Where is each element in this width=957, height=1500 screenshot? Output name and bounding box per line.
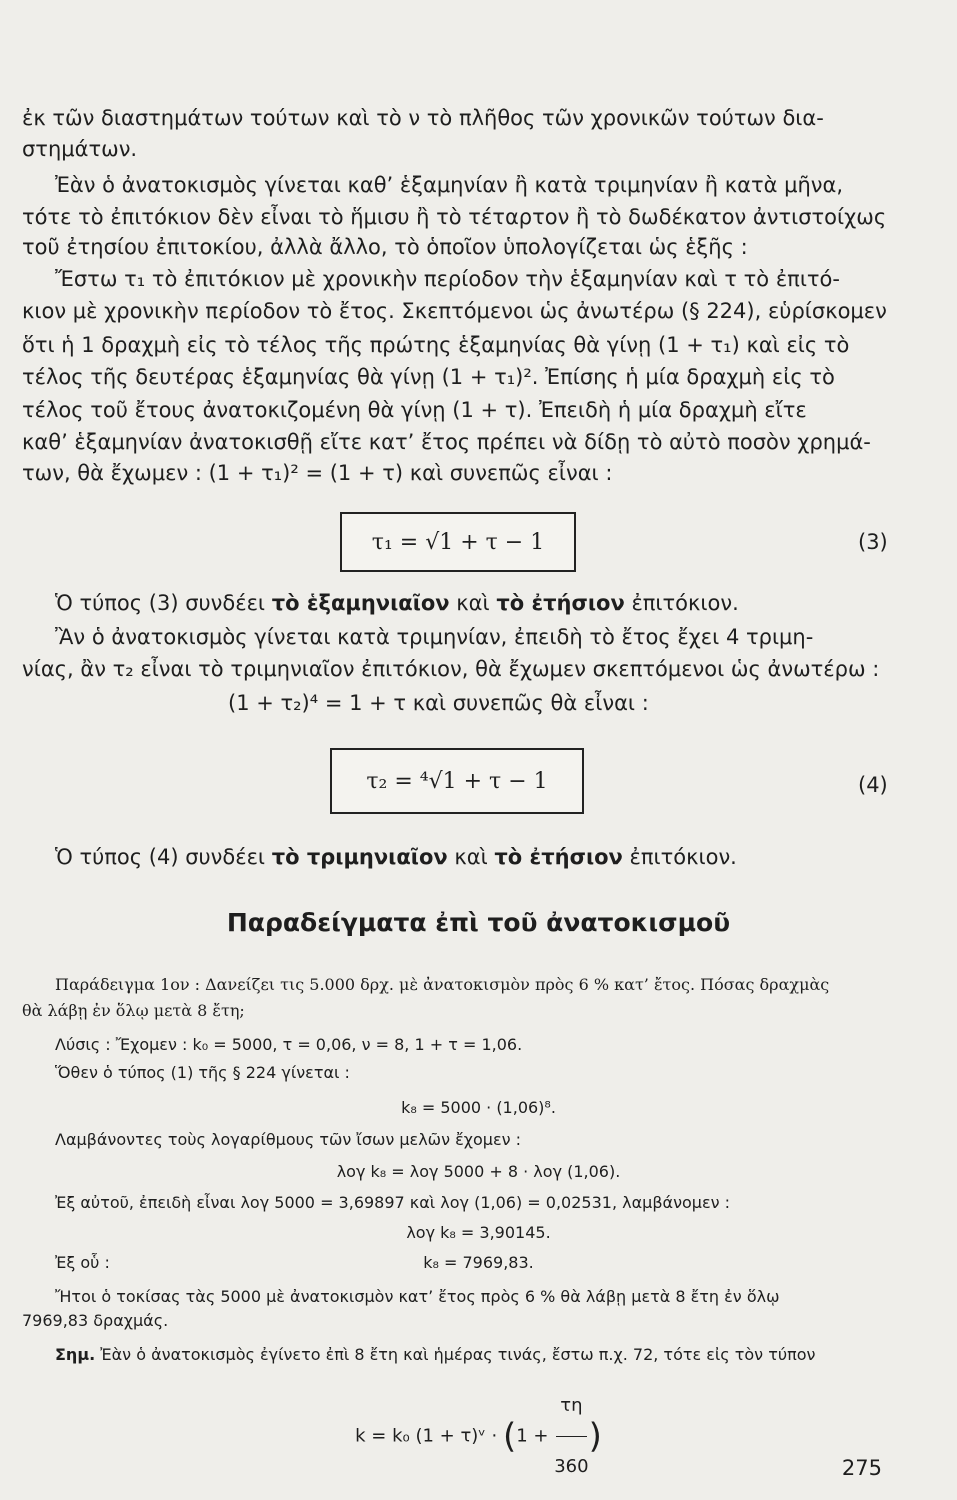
example-line: λογ k₈ = 3,90145. — [406, 1223, 551, 1242]
example-line: Ἤτοι ὁ τοκίσας τὰς 5000 μὲ ἀνατοκισμὸν κατ’ ἔτος πρὸς 6 % θὰ λάβῃ μετὰ 8 ἔτη ἐν ὅλῳ — [55, 1287, 780, 1306]
text-span: καὶ — [449, 591, 497, 615]
text-line: τοῦ ἐτησίου ἐπιτοκίου, ἀλλὰ ἄλλο, τὸ ὁποῖον ὑπολογίζεται ὡς ἑξῆς : — [22, 235, 748, 259]
text-line: Ἔστω τ₁ τὸ ἐπιτόκιον μὲ χρονικὴν περίοδον τὴν ἑξαμηνίαν καὶ τ τὸ ἐπιτό- — [55, 267, 840, 291]
example-line — [55, 1342, 935, 1368]
text-span: καὶ — [447, 845, 495, 869]
equation-number-4: (4) — [858, 773, 888, 797]
example-line: Ἐξ οὗ : — [55, 1253, 110, 1272]
example-line: Ὅθεν ὁ τύπος (1) τῆς § 224 γίνεται : — [55, 1063, 350, 1082]
text-line: ὅτι ἡ 1 δραχμὴ εἰς τὸ τέλος τῆς πρώτης ἑξαμηνίας θὰ γίνῃ (1 + τ₁) καὶ εἰς τὸ — [22, 333, 850, 357]
bold-term: τὸ ἐτήσιον — [494, 845, 623, 869]
text-line: νίας, ἂν τ₂ εἶναι τὸ τριμηνιαῖον ἐπιτόκιον, θὰ ἔχωμεν σκεπτόμενοι ὡς ἀνωτέρω : — [22, 657, 880, 681]
bold-term: τὸ τριμηνιαῖον — [271, 845, 448, 869]
formula-part: k = k₀ (1 + τ)ᵛ · — [355, 1425, 503, 1447]
bold-term: τὸ ἐτήσιον — [496, 591, 625, 615]
formula-part: ( — [502, 1416, 517, 1457]
text-span: ἐπιτόκιον. — [624, 591, 739, 615]
example-line: k₈ = 7969,83. — [423, 1253, 534, 1272]
bold-term: τὸ ἑξαμηνιαῖον — [271, 591, 450, 615]
text-line: στημάτων. — [22, 137, 138, 161]
text-line: ἐκ τῶν διαστημάτων τούτων καὶ τὸ ν τὸ πλῆθος τῶν χρονικῶν τούτων δια- — [22, 106, 824, 130]
fraction-numerator: τη — [556, 1376, 586, 1437]
text-line: Ἂν ὁ ἀνατοκισμὸς γίνεται κατὰ τριμηνίαν, ἐπειδὴ τὸ ἔτος ἔχει 4 τριμη- — [55, 625, 814, 649]
text-line: τέλος τοῦ ἔτους ἀνατοκιζομένη θὰ γίνῃ (1 + τ). Ἐπειδὴ ἡ μία δραχμὴ εἴτε — [22, 398, 807, 422]
text-line: κιον μὲ χρονικὴν περίοδον τὸ ἔτος. Σκεπτόμενοι ὡς ἀνωτέρω (§ 224), εὑρίσκομεν — [22, 299, 887, 323]
text-line — [55, 590, 935, 616]
formula-box-4: τ₂ = ⁴√1 + τ − 1 — [330, 748, 584, 814]
text-line: τέλος τῆς δευτέρας ἑξαμηνίας θὰ γίνῃ (1 + τ₁)². Ἐπίσης ἡ μία δραχμὴ εἰς τὸ — [22, 365, 835, 389]
formula-box-3: τ₁ = √1 + τ − 1 — [340, 512, 576, 572]
example-line: Ἐξ αὐτοῦ, ἐπειδὴ εἶναι λογ 5000 = 3,69897 καὶ λογ (1,06) = 0,02531, λαμβάνομεν : — [55, 1193, 731, 1212]
text-line: Ἐὰν ὁ ἀνατοκισμὸς γίνεται καθ’ ἑξαμηνίαν ἢ κατὰ τριμηνίαν ἢ κατὰ μῆνα, — [55, 173, 844, 197]
text-line: τότε τὸ ἐπιτόκιον δὲν εἶναι τὸ ἥμισυ ἢ τὸ τέταρτον ἢ τὸ δωδέκατον ἀντιστοίχως — [22, 205, 887, 229]
example-line: Παράδειγμα 1ον : Δανείζει τις 5.000 δρχ. μὲ ἀνατοκισμὸν πρὸς 6 % κατ’ ἔτος. Πόσας δραχμὰς — [55, 975, 830, 994]
text-span: Ὁ τύπος (3) συνδέει — [55, 591, 272, 615]
fraction — [554, 1376, 588, 1497]
formula-part: 1 + — [516, 1425, 555, 1447]
example-line: k₈ = 5000 · (1,06)⁸. — [401, 1098, 556, 1117]
example-line: Λαμβάνοντες τοὺς λογαρίθμους τῶν ἴσων μελῶν ἔχομεν : — [55, 1130, 522, 1149]
example-line: λογ k₈ = λογ 5000 + 8 · λογ (1,06). — [336, 1162, 621, 1181]
example-line: Λύσις : Ἔχομεν : k₀ = 5000, τ = 0,06, ν = 8, 1 + τ = 1,06. — [55, 1035, 523, 1054]
section-heading: Παραδείγματα ἐπὶ τοῦ ἀνατοκισμοῦ — [226, 908, 731, 937]
example-line: θὰ λάβῃ ἐν ὅλῳ μετὰ 8 ἔτη; — [22, 1001, 245, 1020]
example-line: 7969,83 δραχμάς. — [22, 1311, 169, 1330]
text-span: ἐπιτόκιον. — [622, 845, 737, 869]
equation-number-3: (3) — [858, 530, 888, 554]
text-span: Ἐὰν ὁ ἀνατοκισμὸς ἐγίνετο ἐπὶ 8 ἔτη καὶ ἡμέρας τινάς, ἔστω π.χ. 72, τότε εἰς τὸν τύπον — [95, 1345, 816, 1364]
text-line — [55, 844, 935, 870]
text-line: (1 + τ₂)⁴ = 1 + τ καὶ συνεπῶς θὰ εἶναι : — [228, 691, 649, 715]
text-span: Ὁ τύπος (4) συνδέει — [55, 845, 272, 869]
text-line: καθ’ ἑξαμηνίαν ἀνατοκισθῇ εἴτε κατ’ ἔτος πρέπει νὰ δίδῃ τὸ αὐτὸ ποσὸν χρημά- — [22, 430, 871, 454]
page-number: 275 — [841, 1456, 882, 1480]
bold-term: Σημ. — [55, 1345, 96, 1364]
text-line: των, θὰ ἔχωμεν : (1 + τ₁)² = (1 + τ) καὶ συνεπῶς εἶναι : — [22, 461, 613, 485]
fraction-denominator: 360 — [554, 1456, 589, 1477]
formula-part: ) — [588, 1416, 602, 1457]
